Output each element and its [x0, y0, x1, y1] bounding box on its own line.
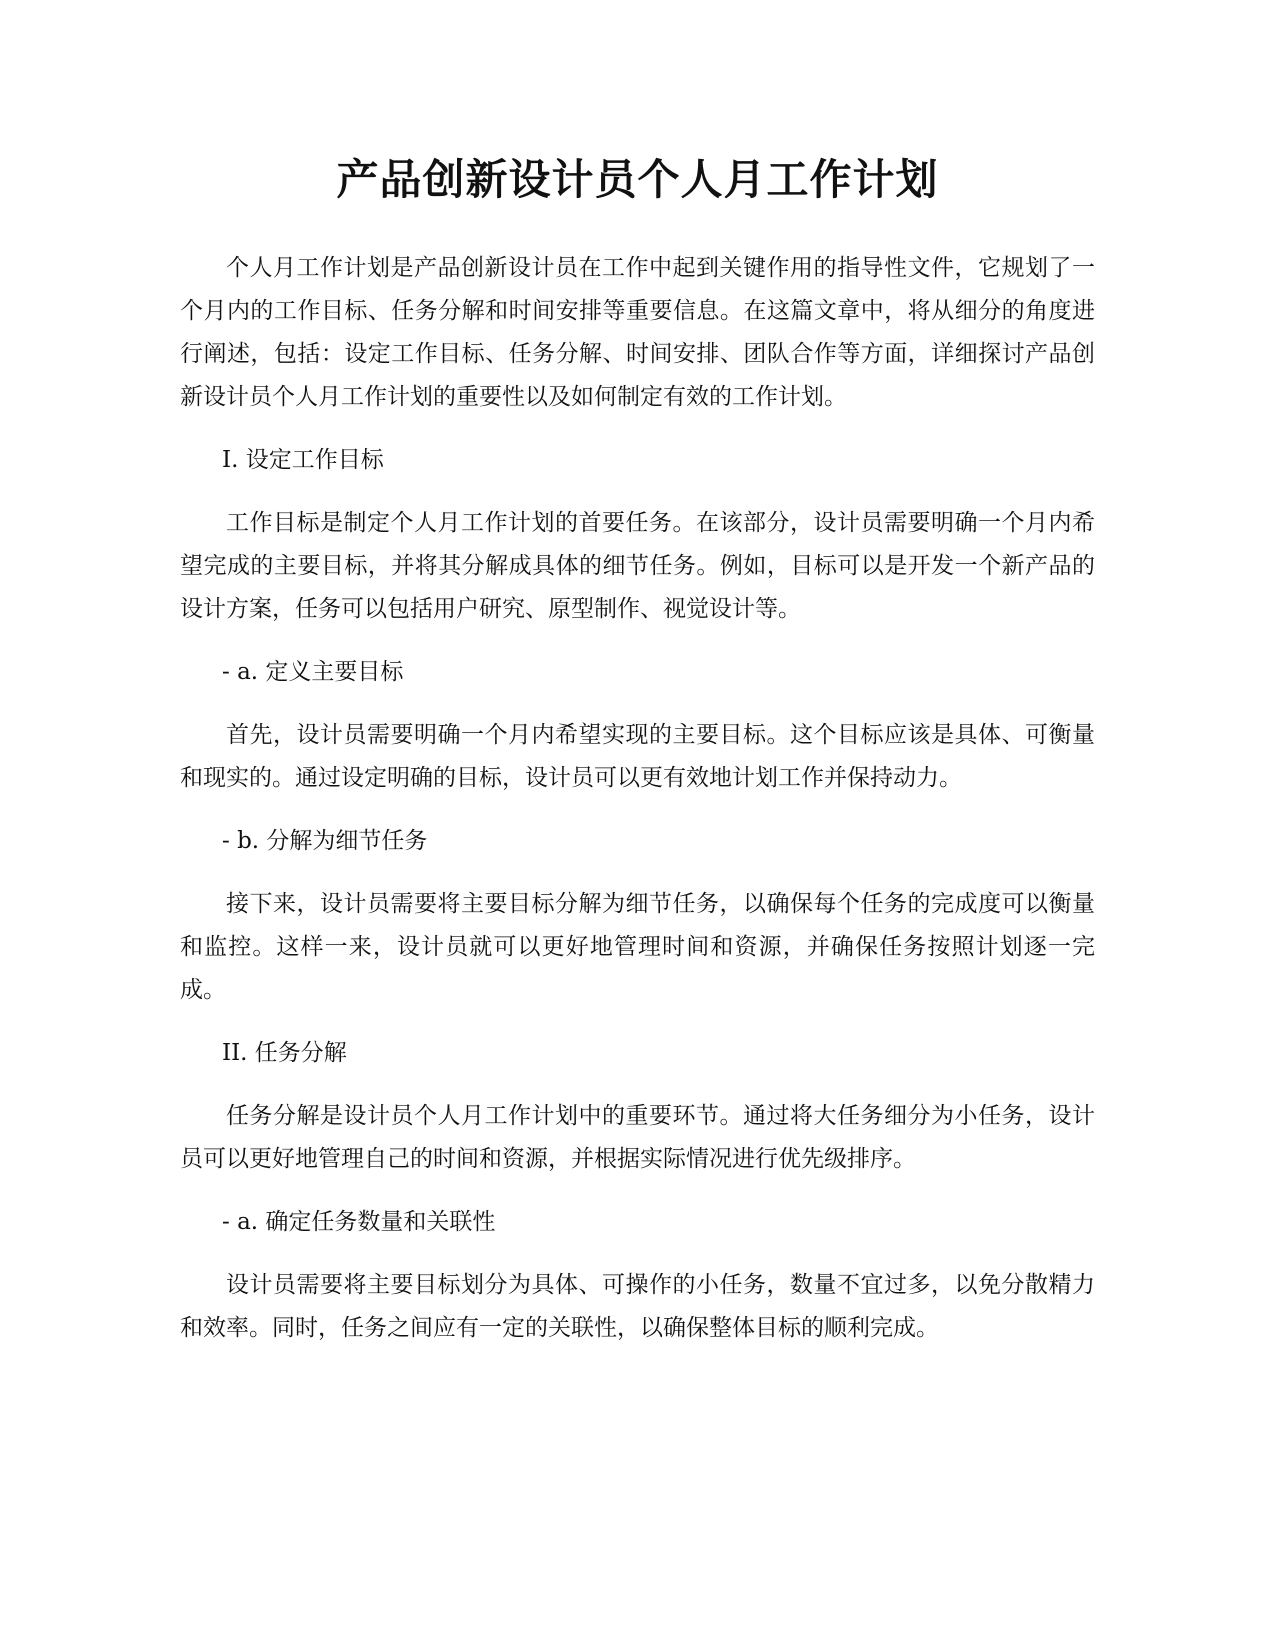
subsection-heading-2a: - a. 确定任务数量和关联性 — [222, 1209, 496, 1235]
paragraph-main-goal: 首先，设计员需要明确一个月内希望实现的主要目标。这个目标应该是具体、可衡量和现实的。通过设定明确的目标，设计员可以更有效地计划工作并保持动力。 — [180, 722, 1095, 791]
section-heading-2: II. 任务分解 — [222, 1040, 347, 1066]
subsection-heading-1a: - a. 定义主要目标 — [222, 659, 404, 685]
paragraph-detail-tasks: 接下来，设计员需要将主要目标分解为细节任务，以确保每个任务的完成度可以衡量和监控。这样一来，设计员就可以更好地管理时间和资源，并确保任务按照计划逐一完成。 — [180, 891, 1095, 1003]
subsection-heading-1b: - b. 分解为细节任务 — [222, 828, 428, 854]
paragraph-task-count: 设计员需要将主要目标划分为具体、可操作的小任务，数量不宜过多，以免分散精力和效率。同时，任务之间应有一定的关联性，以确保整体目标的顺利完成。 — [180, 1272, 1095, 1341]
document-title: 产品创新设计员个人月工作计划 — [336, 155, 939, 204]
paragraph-task-breakdown: 任务分解是设计员个人月工作计划中的重要环节。通过将大任务细分为小任务，设计员可以更好地管理自己的时间和资源，并根据实际情况进行优先级排序。 — [180, 1103, 1095, 1172]
paragraph-goals: 工作目标是制定个人月工作计划的首要任务。在该部分，设计员需要明确一个月内希望完成的主要目标，并将其分解成具体的细节任务。例如，目标可以是开发一个新产品的设计方案，任务可以包括用户研究、原型制作、视觉设计等。 — [180, 510, 1095, 622]
document-page — [180, 0, 1095, 1650]
paragraph-intro: 个人月工作计划是产品创新设计员在工作中起到关键作用的指导性文件，它规划了一个月内的工作目标、任务分解和时间安排等重要信息。在这篇文章中，将从细分的角度进行阐述，包括：设定工作目标、任务分解、时间安排、团队合作等方面，详细探讨产品创新设计员个人月工作计划的重要性以及如何制定有效的工作计划。 — [180, 255, 1095, 410]
document-body — [180, 247, 1095, 1370]
section-heading-1: I. 设定工作目标 — [222, 447, 384, 473]
